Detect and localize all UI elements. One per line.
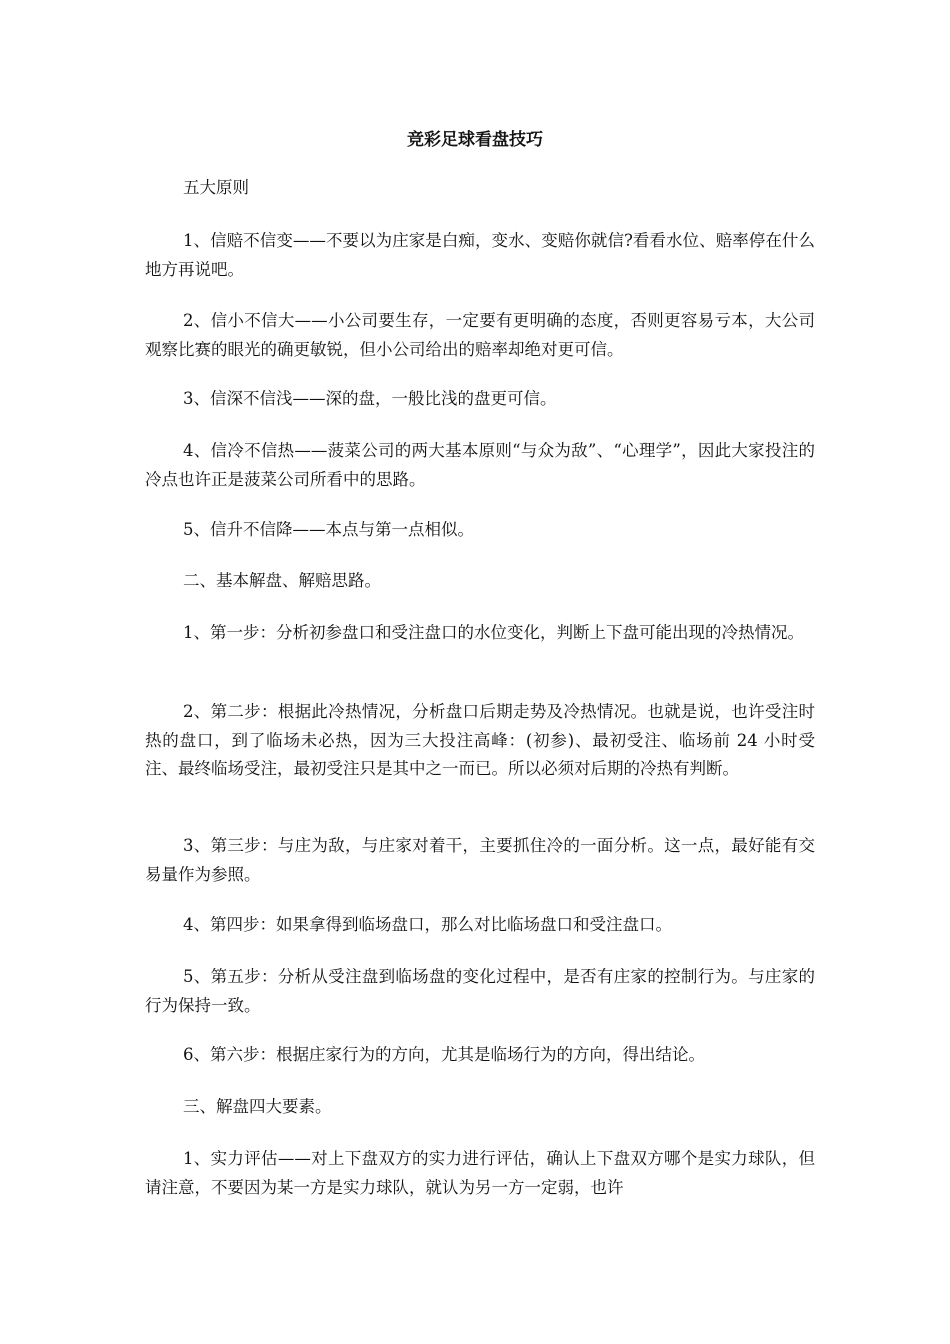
paragraph-element-1: 1、实力评估——对上下盘双方的实力进行评估，确认上下盘双方哪个是实力球队，但请注意，不要因为某一方是实力球队，就认为另一方一定弱，也许 [145, 1149, 815, 1197]
paragraph-step-2: 2、第二步：根据此冷热情况，分析盘口后期走势及冷热情况。也就是说，也许受注时热的盘口，到了临场未必热，因为三大投注高峰：(初参)、最初受注、临场前 24 小时受注、最终临场受注，最初受注只是其中之一而已。所以必须对后期的冷热有判断。 [145, 702, 815, 778]
paragraph-principle-1: 1、信赔不信变——不要以为庄家是白痴，变水、变赔你就信?看看水位、赔率停在什么地方再说吧。 [145, 231, 815, 279]
section-heading-four-elements: 三、解盘四大要素。 [183, 1097, 332, 1116]
paragraph-principle-4: 4、信冷不信热——菠菜公司的两大基本原则“与众为敌”、“心理学”，因此大家投注的冷点也许正是菠菜公司所看中的思路。 [145, 441, 815, 489]
section-heading-analysis: 二、基本解盘、解赔思路。 [183, 571, 381, 590]
section-heading-five-principles: 五大原则 [183, 178, 249, 197]
paragraph-principle-2: 2、信小不信大——小公司要生存，一定要有更明确的态度，否则更容易亏本，大公司观察比赛的眼光的确更敏锐，但小公司给出的赔率却绝对更可信。 [145, 311, 815, 359]
paragraph-principle-3: 3、信深不信浅——深的盘，一般比浅的盘更可信。 [183, 389, 557, 408]
paragraph-step-6: 6、第六步：根据庄家行为的方向，尤其是临场行为的方向，得出结论。 [183, 1045, 705, 1064]
paragraph-principle-5: 5、信升不信降——本点与第一点相似。 [183, 520, 474, 539]
paragraph-step-1: 1、第一步：分析初参盘口和受注盘口的水位变化，判断上下盘可能出现的冷热情况。 [183, 623, 804, 642]
paragraph-step-4: 4、第四步：如果拿得到临场盘口，那么对比临场盘口和受注盘口。 [183, 915, 672, 934]
paragraph-step-5: 5、第五步：分析从受注盘到临场盘的变化过程中，是否有庄家的控制行为。与庄家的行为保持一致。 [145, 967, 815, 1015]
document-title: 竞彩足球看盘技巧 [407, 130, 543, 150]
paragraph-step-3: 3、第三步：与庄为敌，与庄家对着干，主要抓住冷的一面分析。这一点，最好能有交易量作为参照。 [145, 836, 815, 884]
